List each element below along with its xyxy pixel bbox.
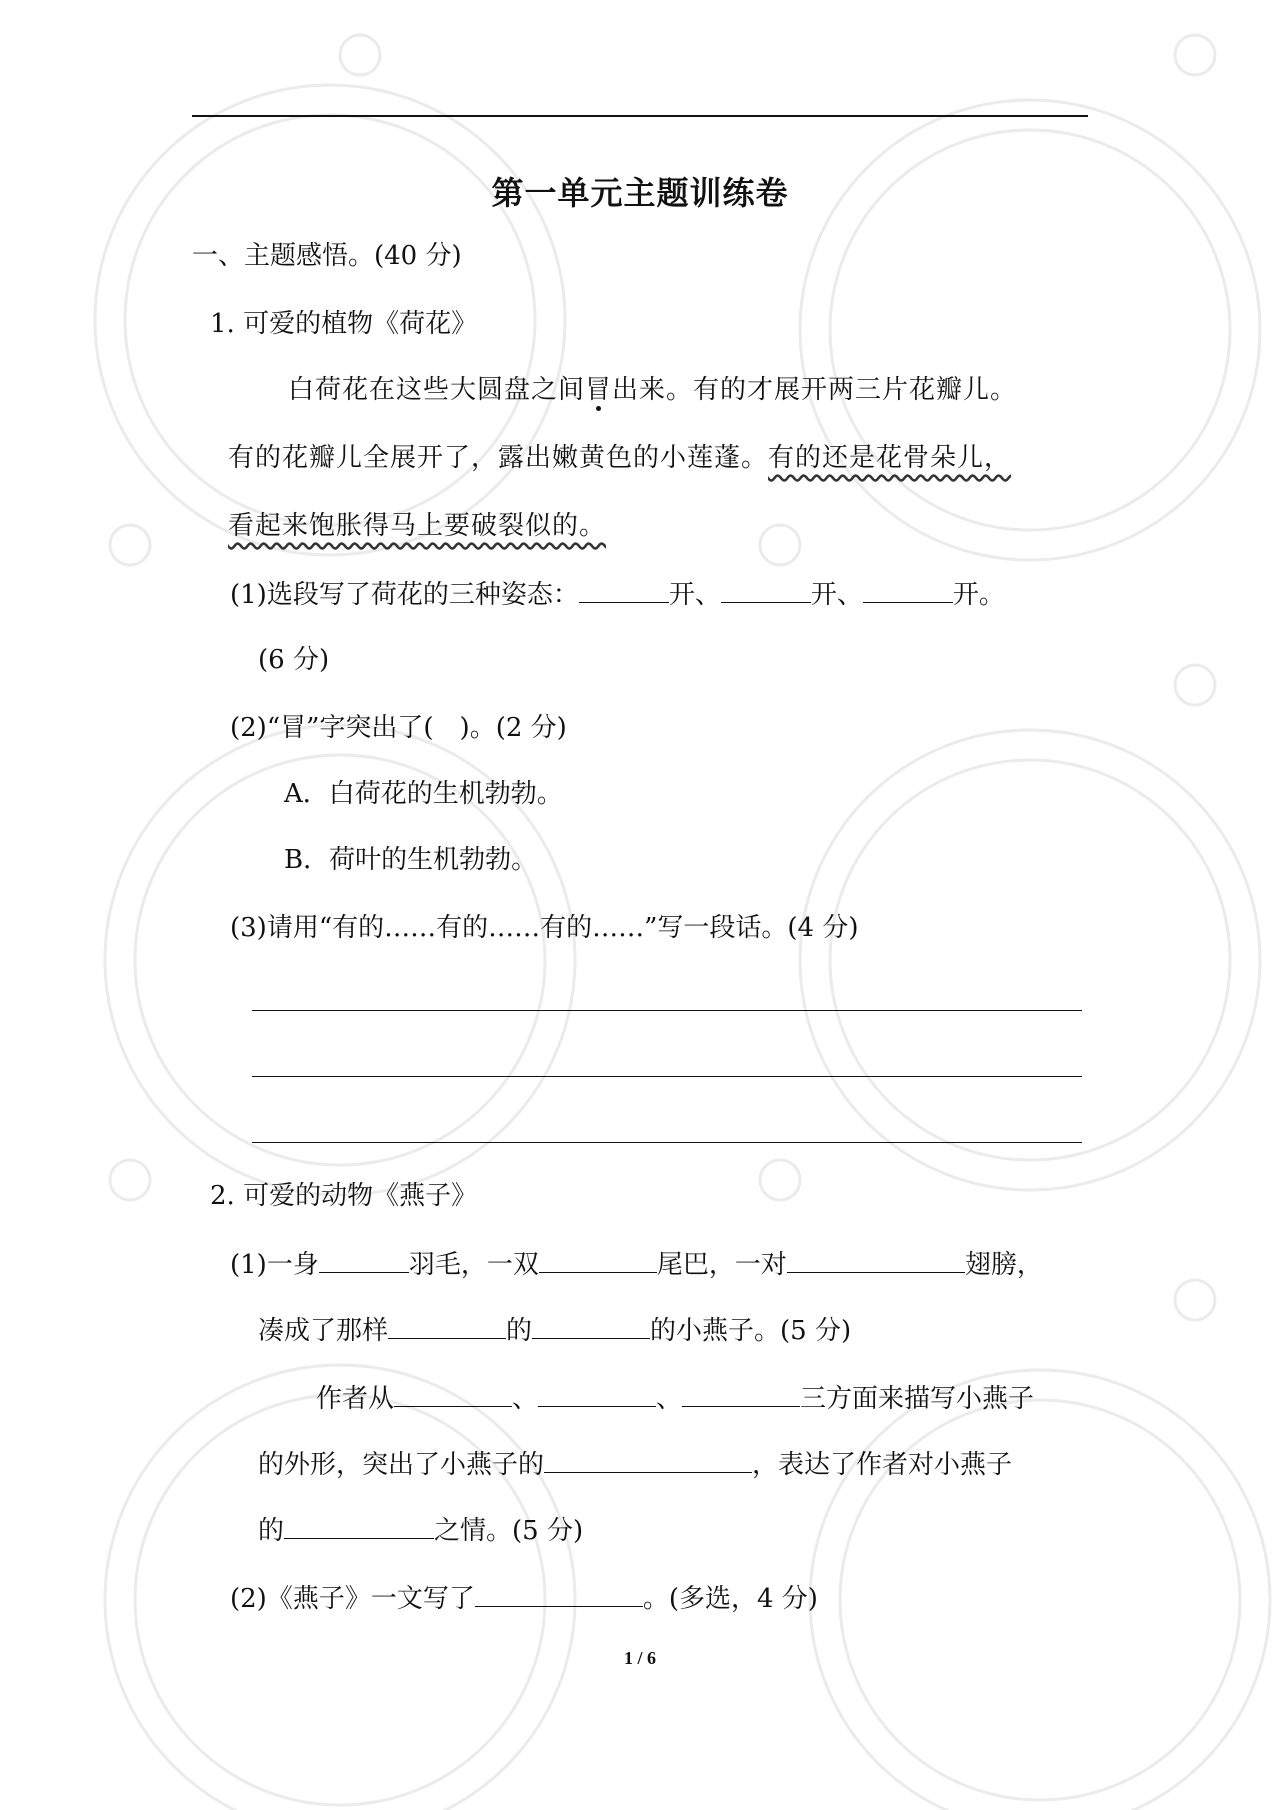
q2-sub-1-line-5: 的 之情。(5 分) <box>258 1512 583 1549</box>
page-number: 1 / 6 <box>623 1648 656 1668</box>
page-title: 第一单元主题训练卷 <box>491 174 789 212</box>
q2-sub-1-line-3: 作者从 、 、 三方面来描写小燕子 <box>316 1380 1034 1417</box>
answer-blank[interactable] <box>538 1380 656 1407</box>
answer-blank[interactable] <box>579 576 669 603</box>
q2-sub-2: (2)《燕子》一文写了 。(多选，4 分) <box>230 1580 818 1617</box>
answer-blank[interactable] <box>284 1512 434 1539</box>
answer-blank[interactable] <box>532 1312 650 1339</box>
q2-sub-1-line-4: 的外形，突出了小燕子的 ，表达了作者对小燕子 <box>258 1446 1012 1483</box>
section-heading: 一、主题感悟。(40 分) <box>192 241 462 271</box>
answer-blank[interactable] <box>388 1312 506 1339</box>
answer-blank[interactable] <box>721 576 811 603</box>
header-rule <box>192 115 1088 117</box>
writing-line[interactable] <box>252 1010 1082 1011</box>
question-2-title: 2. 可爱的动物《燕子》 <box>210 1181 478 1211</box>
passage-line-3 <box>228 508 606 544</box>
answer-blank[interactable] <box>539 1246 657 1273</box>
answer-blank[interactable] <box>319 1246 409 1273</box>
sub-question-3: (3)请用“有的……有的……有的……”写一段话。(4 分) <box>230 913 859 943</box>
answer-blank[interactable] <box>787 1246 965 1273</box>
answer-blank[interactable] <box>682 1380 800 1407</box>
wavy-underlined-text: 看起来饱胀得马上要破裂似的。 <box>228 511 607 541</box>
answer-blank[interactable] <box>475 1580 643 1607</box>
question-1-title: 1. 可爱的植物《荷花》 <box>210 309 478 339</box>
answer-blank[interactable] <box>863 576 953 603</box>
sub-question-1: (1)选段写了荷花的三种姿态： 开、 开、 开。 <box>230 576 1005 613</box>
q2-sub-1-line-2: 凑成了那样 的 的小燕子。(5 分) <box>258 1312 851 1349</box>
answer-blank[interactable] <box>544 1446 752 1473</box>
option-b[interactable]: B．荷叶的生机勃勃。 <box>284 845 538 875</box>
emphasis-dot-char: 冒 <box>585 375 613 405</box>
passage-line-1: 白荷花在这些大圆盘之间冒出来。有的才展开两三片花瓣儿。 <box>288 375 1018 405</box>
wavy-underlined-text: 有的还是花骨朵儿， <box>768 443 1012 473</box>
writing-line[interactable] <box>252 1142 1082 1143</box>
score-label: (6 分) <box>258 645 330 675</box>
sub-question-2: (2)“冒”字突出了( )。(2 分) <box>230 713 567 743</box>
passage-line-2: 有的花瓣儿全展开了，露出嫩黄色的小莲蓬。有的还是花骨朵儿， <box>228 443 1012 473</box>
option-a[interactable]: A．白荷花的生机勃勃。 <box>284 779 563 809</box>
answer-blank[interactable] <box>394 1380 512 1407</box>
writing-line[interactable] <box>252 1076 1082 1077</box>
q2-sub-1-line-1: (1)一身 羽毛，一双 尾巴，一对 翅膀， <box>230 1246 1043 1283</box>
